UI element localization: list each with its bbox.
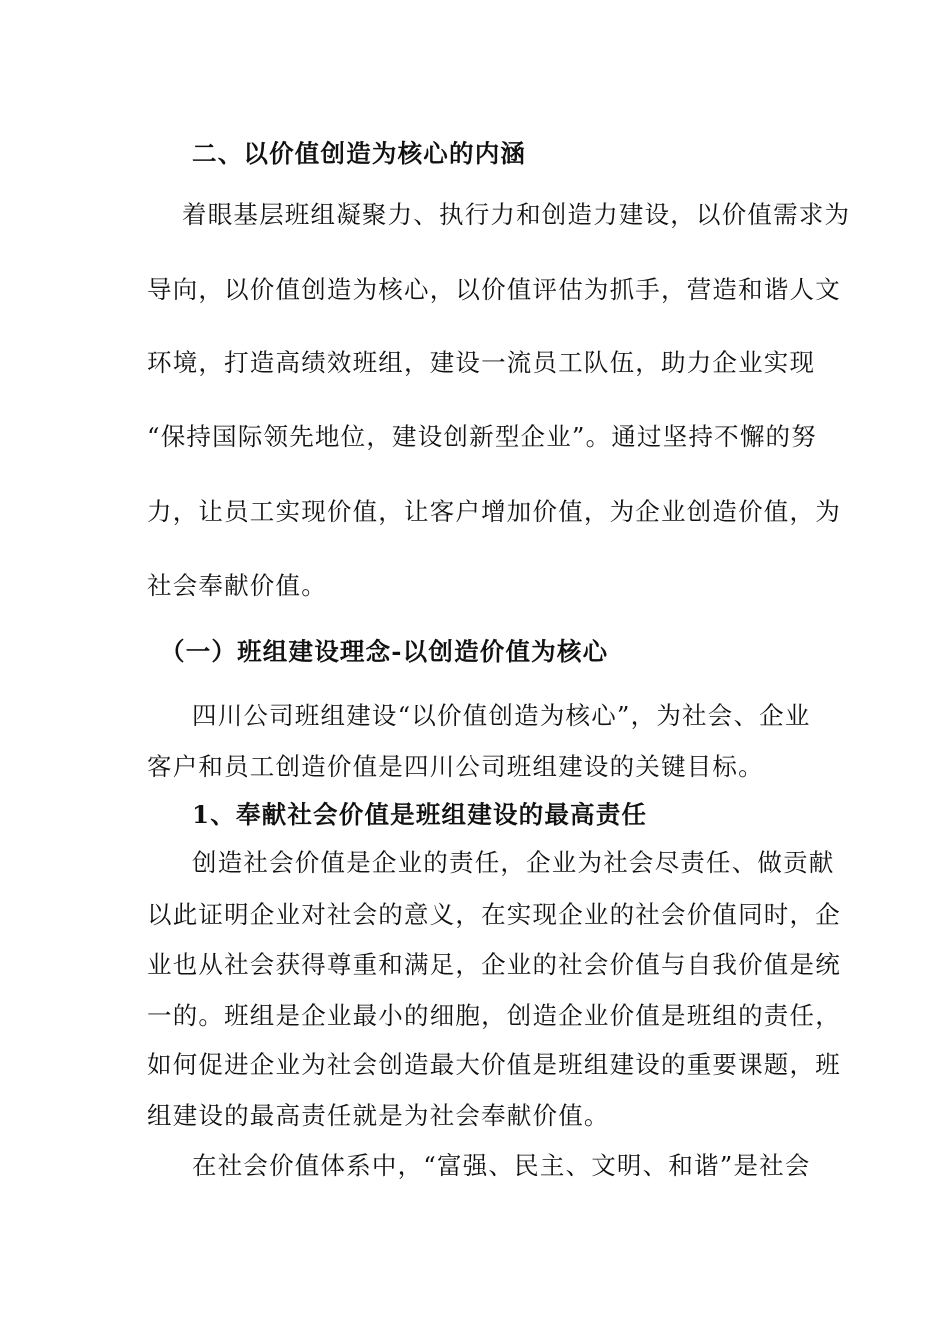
paragraph-line: 一的。班组是企业最小的细胞，创造企业价值是班组的责任， <box>147 1001 841 1030</box>
paragraph-line: 以此证明企业对社会的意义，在实现企业的社会价值同时，企 <box>147 900 841 929</box>
section-heading: 二、以价值创造为核心的内涵 <box>192 139 527 168</box>
item-heading: 1、奉献社会价值是班组建设的最高责任 <box>192 800 648 829</box>
paragraph-line: 客户和员工创造价值是四川公司班组建设的关键目标。 <box>147 752 764 781</box>
subsection-heading: （一）班组建设理念-以创造价值为核心 <box>160 637 609 666</box>
paragraph-line: 如何促进企业为社会创造最大价值是班组建设的重要课题，班 <box>147 1050 841 1079</box>
paragraph-line: 四川公司班组建设“以价值创造为核心”，为社会、企业 <box>192 701 811 730</box>
paragraph-line: 导向，以价值创造为核心，以价值评估为抓手，营造和谐人文 <box>147 275 841 304</box>
paragraph-line: 创造社会价值是企业的责任，企业为社会尽责任、做贡献 <box>192 848 835 877</box>
paragraph-line: 环境，打造高绩效班组，建设一流员工队伍，助力企业实现 <box>147 348 816 377</box>
paragraph-line: “保持国际领先地位，建设创新型企业”。通过坚持不懈的努 <box>147 422 817 451</box>
paragraph-line: 业也从社会获得尊重和满足，企业的社会价值与自我价值是统 <box>147 950 841 979</box>
paragraph-line: 在社会价值体系中，“富强、民主、文明、和谐”是社会 <box>192 1151 811 1180</box>
paragraph-line: 着眼基层班组凝聚力、执行力和创造力建设，以价值需求为 <box>182 200 851 229</box>
paragraph-line: 社会奉献价值。 <box>147 571 327 600</box>
paragraph-line: 组建设的最高责任就是为社会奉献价值。 <box>147 1101 610 1130</box>
paragraph-line: 力，让员工实现价值，让客户增加价值，为企业创造价值，为 <box>147 497 841 526</box>
